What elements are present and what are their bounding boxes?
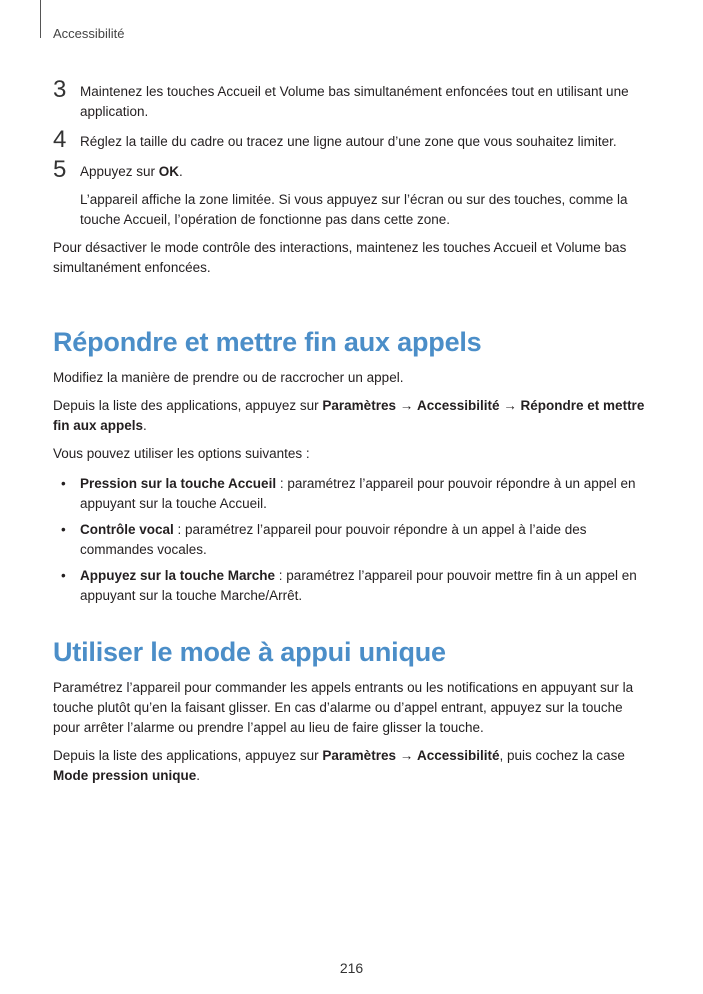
list-item: • Contrôle vocal : paramétrez l’appareil pour pouvoir répondre à un appel à l’aide des commandes vocales. bbox=[61, 522, 587, 557]
options-list bbox=[53, 474, 653, 606]
header-rule bbox=[40, 0, 41, 38]
ok-button-label: OK bbox=[158, 164, 180, 179]
step-number: 4 bbox=[53, 126, 67, 153]
path-single-tap-mode: Mode pression unique bbox=[53, 768, 197, 783]
step-5-note: L’appareil affiche la zone limitée. Si vous appuyez sur l’écran ou sur des touches, comme la touche Accueil, l’opération de fonctionne pas dans cette zone. bbox=[80, 192, 628, 227]
bullet-icon: • bbox=[61, 476, 66, 491]
arrow-icon: → bbox=[395, 398, 417, 413]
step-3 bbox=[53, 76, 653, 122]
arrow-icon: → bbox=[499, 398, 521, 413]
options-intro: Vous pouvez utiliser les options suivantes : bbox=[53, 446, 310, 461]
path-settings: Paramètres bbox=[322, 748, 396, 763]
step-text: Maintenez les touches Accueil et Volume bas simultanément enfoncées tout en utilisant une application. bbox=[80, 84, 629, 119]
path-answer-end-calls: Répondre et mettre fin aux appels bbox=[53, 398, 645, 433]
step-4 bbox=[53, 126, 653, 153]
step-5 bbox=[53, 156, 653, 183]
step-number: 5 bbox=[53, 156, 67, 183]
page-content bbox=[53, 76, 653, 786]
section1-path: Depuis la liste des applications, appuyez sur Paramètres → Accessibilité → Répondre et mettre fin aux appels. bbox=[53, 398, 645, 433]
path-settings: Paramètres bbox=[322, 398, 396, 413]
section-title-answer-end-calls: Répondre et mettre fin aux appels bbox=[53, 327, 482, 357]
step-text: Réglez la taille du cadre ou tracez une ligne autour d’une zone que vous souhaitez limiter. bbox=[80, 134, 617, 149]
step-number: 3 bbox=[53, 76, 67, 103]
list-item: • Appuyez sur la touche Marche : paramétrez l’appareil pour pouvoir mettre fin à un appel en appuyant sur la touche Marche/Arrêt. bbox=[61, 568, 637, 603]
arrow-icon: → bbox=[395, 748, 417, 763]
path-accessibility: Accessibilité bbox=[416, 398, 500, 413]
section-header: Accessibilité bbox=[53, 26, 125, 41]
section2-intro: Paramétrez l’appareil pour commander les appels entrants ou les notifications en appuyant sur la touche plutôt qu’en la faisant glisser. En cas d’alarme ou d’appel entrant, appuyez sur la touche pour arrêter l’alarme ou prendre l’appel au lieu de faire glisser la touche. bbox=[53, 680, 634, 735]
deactivate-text: Pour désactiver le mode contrôle des interactions, maintenez les touches Accueil et Volume bas simultanément enfoncées. bbox=[53, 240, 627, 275]
bullet-icon: • bbox=[61, 522, 66, 537]
list-item: • Pression sur la touche Accueil : paramétrez l’appareil pour pouvoir répondre à un appel en appuyant sur la touche Accueil. bbox=[61, 476, 636, 511]
path-accessibility: Accessibilité bbox=[416, 748, 500, 763]
page-number: 216 bbox=[339, 960, 364, 976]
section1-intro: Modifiez la manière de prendre ou de raccrocher un appel. bbox=[53, 370, 404, 385]
section-title-single-tap-mode: Utiliser le mode à appui unique bbox=[53, 637, 446, 667]
step-text: Appuyez sur OK. bbox=[80, 164, 183, 179]
bullet-icon: • bbox=[61, 568, 66, 583]
section2-path: Depuis la liste des applications, appuyez sur Paramètres → Accessibilité, puis cochez la case Mode pression unique. bbox=[53, 748, 625, 783]
